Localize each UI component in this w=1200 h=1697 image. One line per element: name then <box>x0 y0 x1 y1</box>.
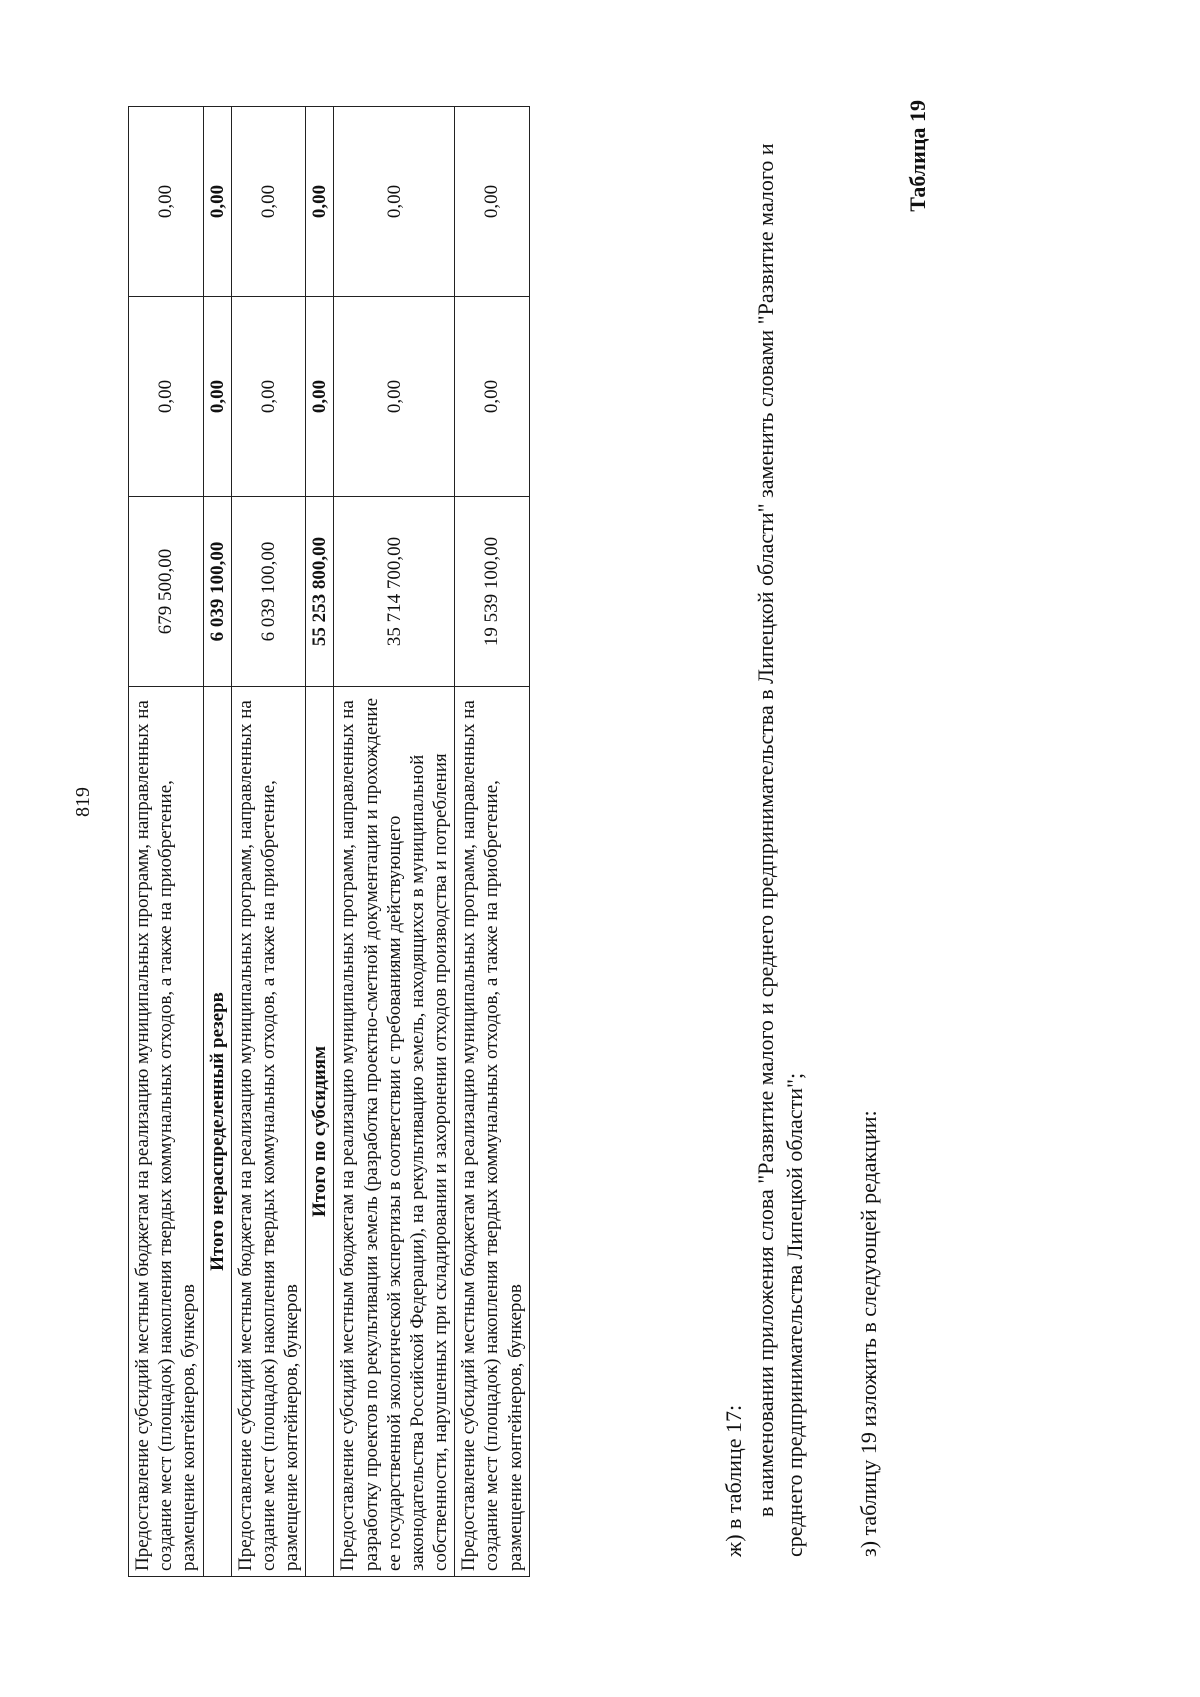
table-row <box>334 107 455 1577</box>
row-year2-cell: 0,00 <box>129 107 204 297</box>
paragraph-table17-heading: ж) в таблице 17: <box>721 1404 746 1557</box>
row-year1-cell: 0,00 <box>203 297 231 497</box>
table-row <box>231 107 306 1577</box>
row-sum-cell: 6 039 100,00 <box>203 497 231 687</box>
row-name-cell: Предоставление субсидий местным бюджетам на реализацию муниципальных программ, направленных на создание мест (площадок) накопления твердых коммунальных отходов, а также на приобретение, размещение контейнеров, бункеров <box>231 687 306 1577</box>
subsidy-table <box>128 106 530 1577</box>
subsidy-table-body <box>129 107 530 1577</box>
row-name-cell: Итого нераспределенный резерв <box>203 687 231 1577</box>
page-number: 819 <box>72 787 94 817</box>
paragraph-replace-words: в наименовании приложения слова "Развитие малого и среднего предпринимательства в Липецкой области" заменить словами "Развитие малого и среднего предпринимательства Липецкой области"; <box>753 143 807 1557</box>
row-sum-cell: 35 714 700,00 <box>334 497 455 687</box>
table-caption: Таблица 19 <box>905 100 930 212</box>
total-row <box>306 107 334 1577</box>
row-sum-cell: 55 253 800,00 <box>306 497 334 687</box>
row-year2-cell: 0,00 <box>306 107 334 297</box>
total-row <box>203 107 231 1577</box>
row-year1-cell: 0,00 <box>334 297 455 497</box>
row-year1-cell: 0,00 <box>129 297 204 497</box>
row-sum-cell: 679 500,00 <box>129 497 204 687</box>
row-sum-cell: 19 539 100,00 <box>455 497 530 687</box>
row-year2-cell: 0,00 <box>203 107 231 297</box>
row-name-cell: Итого по субсидиям <box>306 687 334 1577</box>
row-year2-cell: 0,00 <box>231 107 306 297</box>
row-name-cell: Предоставление субсидий местным бюджетам на реализацию муниципальных программ, направленных на создание мест (площадок) накопления твердых коммунальных отходов, а также на приобретение, размещение контейнеров, бункеров <box>129 687 204 1577</box>
table-row <box>455 107 530 1577</box>
row-name-cell: Предоставление субсидий местным бюджетам на реализацию муниципальных программ, направленных на создание мест (площадок) накопления твердых коммунальных отходов, а также на приобретение, размещение контейнеров, бункеров <box>455 687 530 1577</box>
row-year2-cell: 0,00 <box>334 107 455 297</box>
row-year2-cell: 0,00 <box>455 107 530 297</box>
row-year1-cell: 0,00 <box>306 297 334 497</box>
row-year1-cell: 0,00 <box>455 297 530 497</box>
paragraph-table19-intro: з) таблицу 19 изложить в следующей редакции: <box>856 1110 881 1557</box>
row-name-cell: Предоставление субсидий местным бюджетам на реализацию муниципальных программ, направленных на разработку проектов по рекультивации земель (разработка проектно-сметной документации и прохождение ее государственной экологической экспертизы в соответствии с требованиями действующего законодательства Российской Федерации), на рекультивацию земель, находящихся в муниципальной собственности, нарушенных при складировании и захоронении отходов производства и потребления <box>334 687 455 1577</box>
row-sum-cell: 6 039 100,00 <box>231 497 306 687</box>
table-row <box>129 107 204 1577</box>
row-year1-cell: 0,00 <box>231 297 306 497</box>
